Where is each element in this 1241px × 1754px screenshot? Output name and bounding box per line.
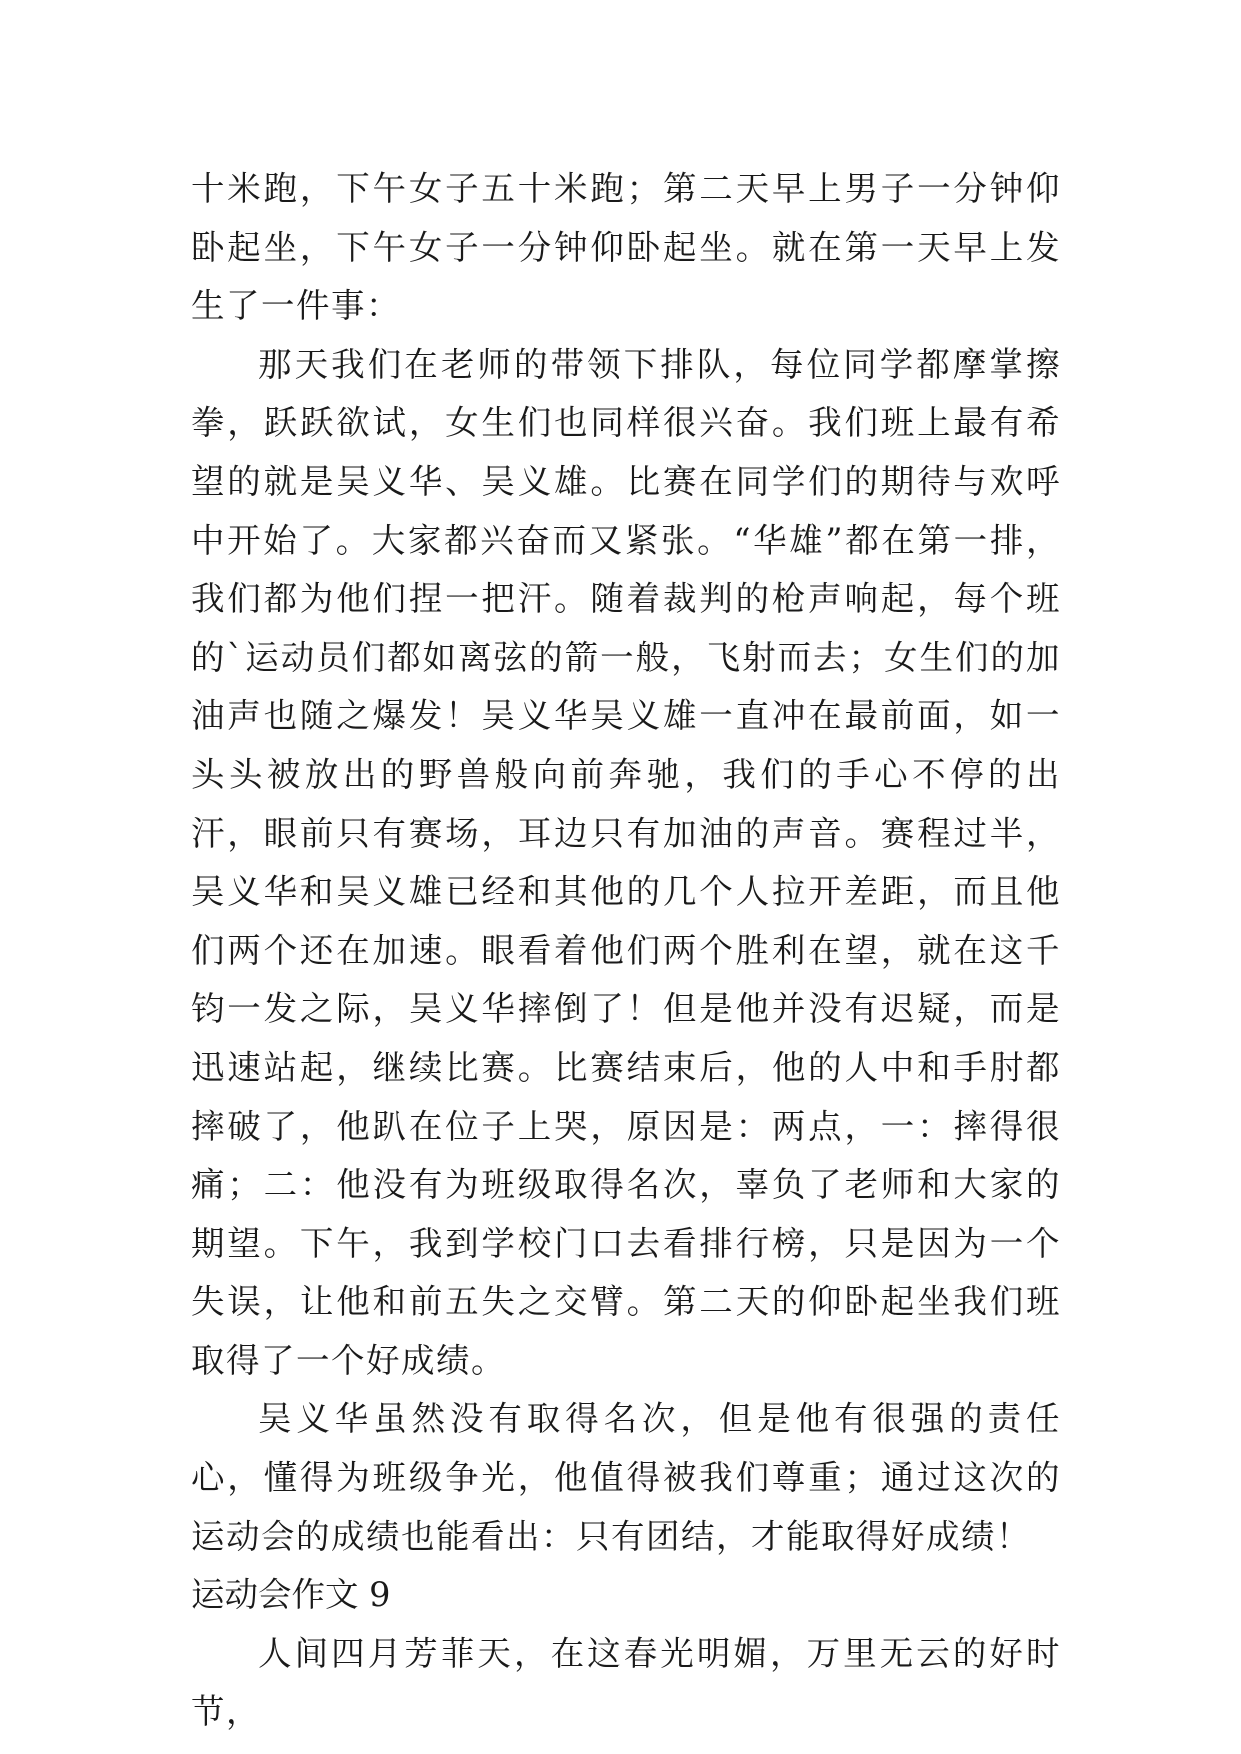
paragraph-next-essay-start: 人间四月芳菲天，在这春光明媚，万里无云的好时节， xyxy=(191,1633,1061,1732)
paragraph-race-story: 那天我们在老师的带领下排队，每位同学都摩掌擦拳，跃跃欲试，女生们也同样很兴奋。我们班上最有希望的就是吴义华、吴义雄。比赛在同学们的期待与欢呼中开始了。大家都兴奋而又紧张。“华雄”都在第一排，我们都为他们捏一把汗。随着裁判的枪声响起，每个班的`运动员们都如离弦的箭一般，飞射而去；女生们的加油声也随之爆发！吴义华吴义雄一直冲在最前面，如一头头被放出的野兽般向前奔驰，我们的手心不停的出汗，眼前只有赛场，耳边只有加油的声音。赛程过半，吴义华和吴义雄已经和其他的几个人拉开差距，而且他们两个还在加速。眼看着他们两个胜利在望，就在这千钧一发之际，吴义华摔倒了！但是他并没有迟疑，而是迅速站起，继续比赛。比赛结束后，他的人中和手肘都摔破了，他趴在位子上哭，原因是：两点，一：摔得很痛；二：他没有为班级取得名次，辜负了老师和大家的期望。下午，我到学校门口去看排行榜，只是因为一个失误，让他和前五失之交臂。第二天的仰卧起坐我们班取得了一个好成绩。 xyxy=(191,344,1061,1380)
section-heading: 运动会作文 9 xyxy=(191,1575,391,1615)
paragraph-continued: 十米跑，下午女子五十米跑；第二天早上男子一分钟仰卧起坐，下午女子一分钟仰卧起坐。就在第一天早上发生了一件事： xyxy=(191,169,1061,326)
document-body xyxy=(191,160,1061,1742)
paragraph-conclusion: 吴义华虽然没有取得名次，但是他有很强的责任心，懂得为班级争光，他值得被我们尊重；通过这次的运动会的成绩也能看出：只有团结，才能取得好成绩！ xyxy=(191,1399,1061,1556)
